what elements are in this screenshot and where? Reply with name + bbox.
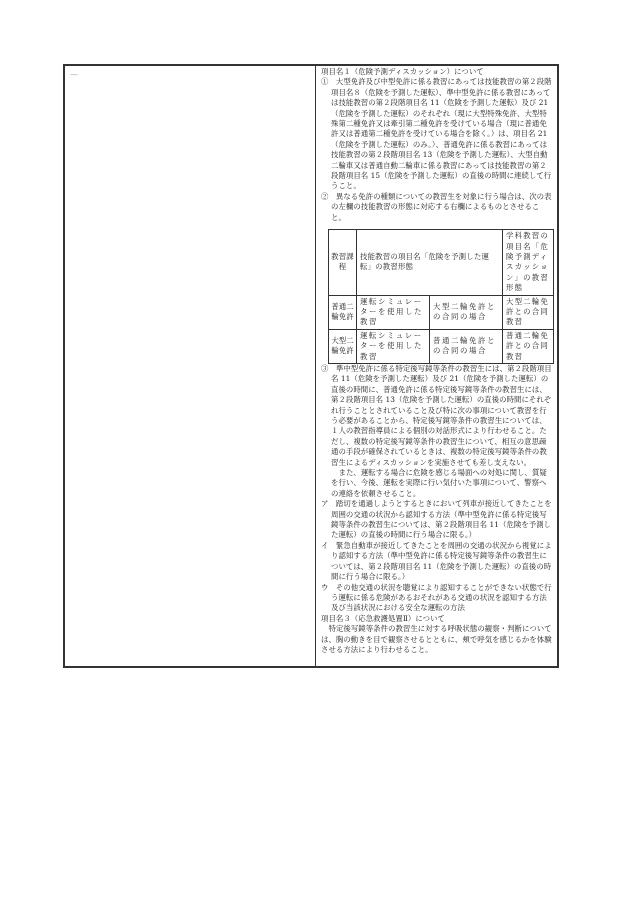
section-heading-item1: 項目名１（危険予測ディスカッション）について (321, 67, 484, 76)
sub-item-u: ウ その他交通の状況を聴覚により認知することができない状態で行う運転に係る危険があるおそれがある交通の状況を認知する方法及び当該状況における安全な運転の方法 (321, 582, 552, 613)
section-heading-item3: 項目名３（応急救護処置Ⅱ）について (321, 613, 445, 623)
table-row (329, 295, 554, 329)
sub-item-i: イ 緊急自動車が接近してきたことを周囲の交通の状況から視覚により認知する方法（準中型免許に係る特定後写鏡等条件の教習生については、第２段階項目名 11（危険を予測した運転）の直後の時間に行う場合に限る。） (321, 540, 552, 582)
paragraph-item-3: ③ 準中型免許に係る特定後写鏡等条件の教習生には、第２段階項目名 11（危険を予測した運転）及び 21（危険を予測した運転）の直後の時間に、普通免許に係る特定後写鏡等条件の教習生には、第２段階項目名 13（危険を予測した運転）の直後の時間にそれぞれ行うこととされていること及び特に次の事項について教習を行う必要があることから、特定後写鏡等条件の教習生については、１人の教習指導員による個別の対話形式により行わせること。ただし、複数の特定後写鏡等条件の教習生について、相互の意思疎通の手段が確保されているときは、複数の特定後写鏡等条件の教習生によるディスカッションを実施させても差し支えない。 (321, 363, 552, 467)
table-header-row (329, 230, 554, 295)
header-technical: 技能教習の項目名「危険を予測した運転」の教習形態 (357, 230, 503, 295)
paragraph-item-1: ① 大型免許及び中型免許に係る教習にあっては技能教習の第２段階項目名８（危険を予測した運転）、準中型免許に係る教習にあっては技能教習の第２段階項目名 11（危険を予測した運転）及び 21（危険を予測した運転）のそれぞれ（現に大型特殊免許、大型特殊第二種免許又は牽引第二種免許を受けている場合（現に普通免許又は普通第二種免許を受けている場合を除く。）は、項目名 21（危険を予測した運転）のみ。）、普通免許に係る教習にあっては技能教習の第２段階項目名 13（危険を予測した運転）、大型自動二輪車又は普通自動二輪車に係る教習にあっては技能教習の第２段階項目名 15（危険を予測した運転）の直後の時間に連続して行うこと。 (321, 77, 552, 191)
cell-course: 大型二輪免許 (329, 329, 357, 363)
license-type-table (328, 229, 554, 364)
document-table (63, 64, 559, 668)
cell-technical-a: 運転シミュレーターを使用した教習 (357, 329, 430, 363)
cell-technical-b: 普通二輪免許との合同の場合 (430, 329, 503, 363)
cell-technical-a: 運転シミュレーターを使用した教習 (357, 295, 430, 329)
cell-technical-b: 大型二輪免許との合同の場合 (430, 295, 503, 329)
header-course: 教習課程 (329, 230, 357, 295)
cell-course: 普通二輪免許 (329, 295, 357, 329)
cell-academic: 普通二輪免許との合同教習 (503, 329, 554, 363)
paragraph-item3-body: 特定後写鏡等条件の教習生に対する呼吸状態の観察・判断については、胸の動きを目で観察させるとともに、頬で呼気を感じるかを体験させる方法により行わせること。 (321, 624, 552, 654)
table-row (329, 329, 554, 363)
paragraph-item-3-note: また、運転する場合に危険を感じる場面への対処に関し、質疑を行い、今後、運転を実際に行い気付いた事項について、警察への連絡を依頼させること。 (331, 468, 547, 498)
paragraph-item-2: ② 異なる免許の種類についての教習生を対象に行う場合は、次の表の左欄の技能教習の形態に対応する右欄によるものとさせること。 (321, 191, 552, 222)
cell-academic: 大型二輪免許との合同教習 (503, 295, 554, 329)
sub-item-a: ア 踏切を通過しようとするときにおいて列車が接近してきたことを周囲の交通の状況から認知する方法（準中型免許に係る特定後写鏡等条件の教習生については、第２段階項目名 11（危険を予測した運転）の直後の時間に行う場合に限る。） (321, 499, 552, 540)
right-cell (317, 66, 557, 666)
left-cell (65, 66, 316, 666)
dash-mark: — (70, 70, 78, 79)
header-academic: 学科教習の項目名「危険予測ディスカッション」の教習形態 (503, 230, 554, 295)
